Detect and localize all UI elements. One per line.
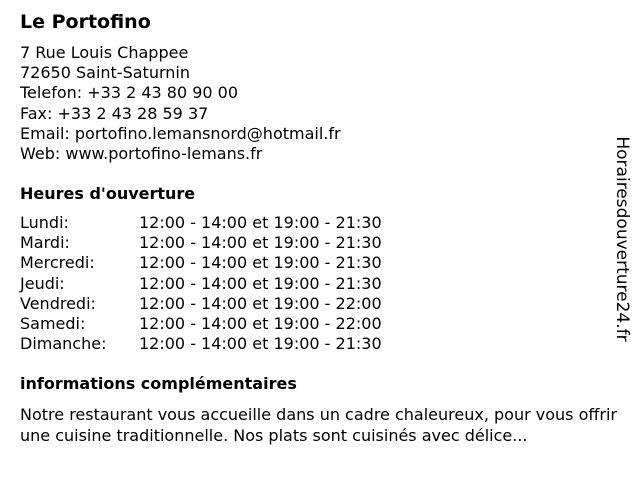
phone-number: Telefon: +33 2 43 80 90 00 [20, 83, 239, 103]
address-line-2: 72650 Saint-Saturnin [20, 63, 190, 83]
day-label: Mardi: [20, 233, 70, 253]
site-watermark [612, 136, 632, 342]
day-label: Mercredi: [20, 253, 95, 273]
site-watermark-text: Horairesdouverture24.fr [612, 136, 632, 342]
time-range: 12:00 - 14:00 et 19:00 - 21:30 [139, 273, 382, 293]
opening-hours-heading: Heures d'ouverture [20, 184, 196, 203]
day-label: Samedi: [20, 313, 86, 333]
day-label: Vendredi: [20, 293, 96, 313]
time-range: 12:00 - 14:00 et 19:00 - 21:30 [139, 334, 382, 354]
day-label: Jeudi: [20, 273, 65, 293]
website-link[interactable]: Web: www.portofino-lemans.fr [20, 144, 263, 164]
address-line-1: 7 Rue Louis Chappee [20, 43, 189, 62]
day-label: Dimanche: [20, 334, 107, 354]
additional-info-heading: informations complémentaires [20, 374, 297, 393]
email-address[interactable]: Email: portofino.lemansnord@hotmail.fr [20, 123, 341, 143]
restaurant-name: Le Portofino [20, 11, 151, 33]
time-range: 12:00 - 14:00 et 19:00 - 21:30 [139, 253, 382, 273]
time-range: 12:00 - 14:00 et 19:00 - 21:30 [139, 213, 382, 232]
fax-number: Fax: +33 2 43 28 59 37 [20, 103, 209, 123]
contact-block [20, 43, 341, 164]
time-range: 12:00 - 14:00 et 19:00 - 22:00 [139, 313, 382, 333]
time-range: 12:00 - 14:00 et 19:00 - 22:00 [139, 293, 382, 313]
restaurant-description: Notre restaurant vous accueille dans un cadre chaleureux, pour vous offrir une cuisine traditionnelle. Nos plats sont cuisinés avec délice... [20, 405, 617, 445]
time-range: 12:00 - 14:00 et 19:00 - 21:30 [139, 233, 382, 253]
day-label: Lundi: [20, 213, 69, 232]
